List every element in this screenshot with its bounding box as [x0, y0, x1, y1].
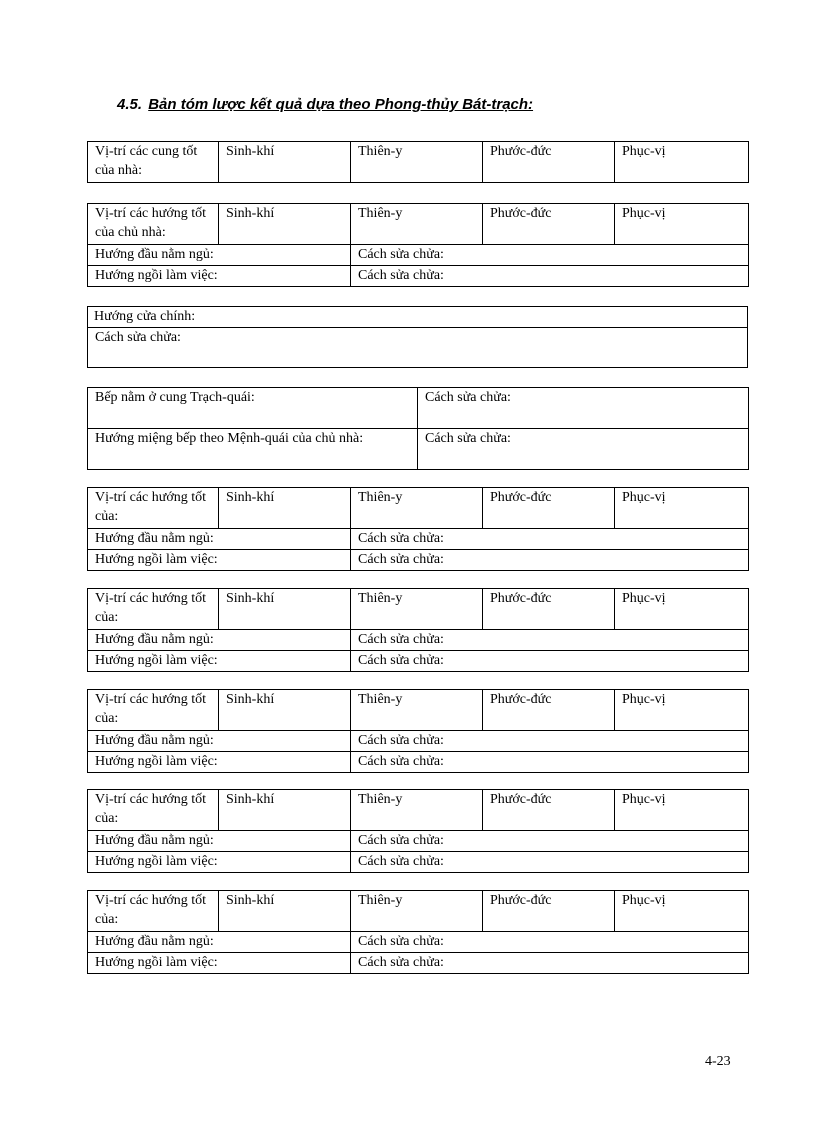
fix-label: Cách sửa chửa: — [351, 245, 749, 266]
phuc-vi-cell: Phục-vị — [615, 142, 749, 183]
work-direction-label: Hướng ngồi làm việc: — [88, 266, 351, 287]
phuc-vi-cell: Phục-vị — [615, 204, 749, 245]
fix-label: Cách sửa chửa: — [351, 831, 749, 852]
work-direction-label: Hướng ngồi làm việc: — [88, 953, 351, 974]
phuoc-duc-cell: Phước-đức — [483, 891, 615, 932]
sinh-khi-cell: Sinh-khí — [219, 790, 351, 831]
phuoc-duc-cell: Phước-đức — [483, 142, 615, 183]
fix-label: Cách sửa chửa: — [351, 630, 749, 651]
member-directions-table — [87, 588, 748, 672]
member-directions-table — [87, 487, 748, 571]
house-sectors-label: Vị-trí các cung tốt của nhà: — [88, 142, 219, 183]
work-direction-label: Hướng ngồi làm việc: — [88, 852, 351, 873]
work-direction-label: Hướng ngồi làm việc: — [88, 752, 351, 773]
phuc-vi-cell: Phục-vị — [615, 891, 749, 932]
member-directions-table — [87, 789, 748, 873]
fix-label: Cách sửa chửa: — [351, 852, 749, 873]
member-directions-label: Vị-trí các hướng tốt của: — [88, 488, 219, 529]
thien-y-cell: Thiên-y — [351, 488, 483, 529]
fix-label: Cách sửa chửa: — [351, 932, 749, 953]
phuoc-duc-cell: Phước-đức — [483, 488, 615, 529]
sleep-direction-label: Hướng đầu nằm ngủ: — [88, 831, 351, 852]
work-direction-label: Hướng ngồi làm việc: — [88, 651, 351, 672]
member-directions-label: Vị-trí các hướng tốt của: — [88, 790, 219, 831]
sinh-khi-cell: Sinh-khí — [219, 142, 351, 183]
fix-label: Cách sửa chửa: — [351, 550, 749, 571]
main-door-label: Hướng cửa chính: — [88, 307, 748, 328]
phuc-vi-cell: Phục-vị — [615, 690, 749, 731]
sinh-khi-cell: Sinh-khí — [219, 891, 351, 932]
thien-y-cell: Thiên-y — [351, 589, 483, 630]
sinh-khi-cell: Sinh-khí — [219, 690, 351, 731]
sleep-direction-label: Hướng đầu nằm ngủ: — [88, 932, 351, 953]
fix-label: Cách sửa chửa: — [418, 429, 749, 470]
main-door-table — [87, 306, 748, 368]
phuoc-duc-cell: Phước-đức — [483, 589, 615, 630]
sinh-khi-cell: Sinh-khí — [219, 589, 351, 630]
sleep-direction-label: Hướng đầu nằm ngủ: — [88, 529, 351, 550]
thien-y-cell: Thiên-y — [351, 891, 483, 932]
fix-label: Cách sửa chửa: — [418, 388, 749, 429]
section-heading — [117, 96, 533, 113]
sinh-khi-cell: Sinh-khí — [219, 488, 351, 529]
thien-y-cell: Thiên-y — [351, 204, 483, 245]
phuc-vi-cell: Phục-vị — [615, 589, 749, 630]
member-directions-label: Vị-trí các hướng tốt của: — [88, 891, 219, 932]
house-sectors-table — [87, 141, 748, 183]
section-title: Bản tóm lược kết quả dựa theo Phong-thủy Bát-trạch: — [148, 96, 534, 113]
fix-label: Cách sửa chửa: — [351, 731, 749, 752]
member-directions-table — [87, 890, 748, 974]
kitchen-table — [87, 387, 748, 470]
fix-label: Cách sửa chửa: — [88, 328, 748, 368]
fix-label: Cách sửa chửa: — [351, 953, 749, 974]
thien-y-cell: Thiên-y — [351, 142, 483, 183]
member-directions-label: Vị-trí các hướng tốt của: — [88, 589, 219, 630]
phuoc-duc-cell: Phước-đức — [483, 204, 615, 245]
fix-label: Cách sửa chửa: — [351, 752, 749, 773]
fix-label: Cách sửa chửa: — [351, 651, 749, 672]
work-direction-label: Hướng ngồi làm việc: — [88, 550, 351, 571]
owner-directions-label: Vị-trí các hướng tốt của chủ nhà: — [88, 204, 219, 245]
owner-directions-table — [87, 203, 748, 287]
thien-y-cell: Thiên-y — [351, 690, 483, 731]
member-directions-table — [87, 689, 748, 773]
stove-mouth-label: Hướng miệng bếp theo Mệnh-quái của chủ nhà: — [88, 429, 418, 470]
thien-y-cell: Thiên-y — [351, 790, 483, 831]
sleep-direction-label: Hướng đầu nằm ngủ: — [88, 245, 351, 266]
phuc-vi-cell: Phục-vị — [615, 488, 749, 529]
sleep-direction-label: Hướng đầu nằm ngủ: — [88, 630, 351, 651]
sinh-khi-cell: Sinh-khí — [219, 204, 351, 245]
stove-sector-label: Bếp nằm ở cung Trạch-quái: — [88, 388, 418, 429]
phuoc-duc-cell: Phước-đức — [483, 690, 615, 731]
page-number: 4-23 — [705, 1054, 731, 1069]
fix-label: Cách sửa chửa: — [351, 266, 749, 287]
phuc-vi-cell: Phục-vị — [615, 790, 749, 831]
sleep-direction-label: Hướng đầu nằm ngủ: — [88, 731, 351, 752]
section-number: 4.5. — [117, 96, 143, 113]
fix-label: Cách sửa chửa: — [351, 529, 749, 550]
member-directions-label: Vị-trí các hướng tốt của: — [88, 690, 219, 731]
phuoc-duc-cell: Phước-đức — [483, 790, 615, 831]
